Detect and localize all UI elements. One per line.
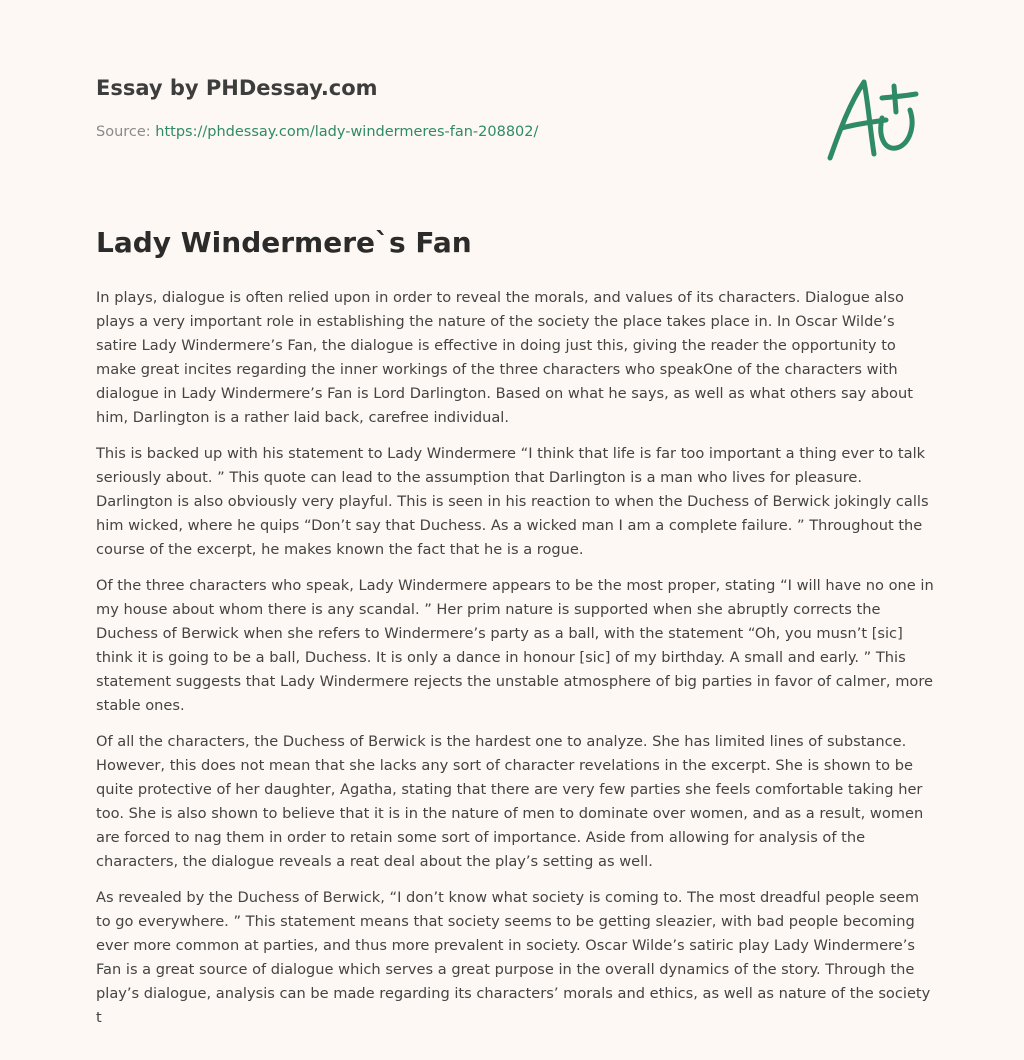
essay-paragraph-2: This is backed up with his statement to Lady Windermere “I think that life is far too important a thing ever to talk seriously about. ” This quote can lead to the assumption that Darlington is a man who lives for pleasure. Darlington is also obviously very playful. This is seen in his reaction to when the Duchess of Berwick jokingly calls him wicked, where he quips “Don’t say that Duchess. As a wicked man I am a complete failure. ” Throughout the course of the excerpt, he makes known the fact that he is a rogue. bbox=[96, 445, 929, 558]
essay-paragraph-4: Of all the characters, the Duchess of Berwick is the hardest one to analyze. She has limited lines of substance. However, this does not mean that she lacks any sort of character revelations in the excerpt. She is shown to be quite protective of her daughter, Agatha, stating that there are very few parties she feels comfortable taking her too. She is also shown to believe that it is in the nature of men to dominate over women, and as a result, women are forced to nag them in order to retain some sort of importance. Aside from allowing for analysis of the characters, the dialogue reveals a reat deal about the play’s setting as well. bbox=[96, 733, 924, 870]
source-line bbox=[96, 124, 538, 140]
essay-title: Lady Windermere`s Fan bbox=[96, 226, 472, 259]
essay-body bbox=[96, 286, 934, 1042]
essay-paragraph-3: Of the three characters who speak, Lady Windermere appears to be the most proper, stating “I will have no one in my house about whom there is any scandal. ” Her prim nature is supported when she abruptly corrects the Duchess of Berwick when she refers to Windermere’s party as a ball, with the statement “Oh, you musn’t [sic] think it is going to be a ball, Duchess. It is only a dance in honour [sic] of my birthday. A small and early. ” This statement suggests that Lady Windermere rejects the unstable atmosphere of big parties in favor of calmer, more stable ones. bbox=[96, 577, 934, 714]
a-plus-grade-icon bbox=[820, 66, 930, 166]
source-label: Source: bbox=[96, 124, 156, 140]
essay-paragraph-1: In plays, dialogue is often relied upon in order to reveal the morals, and values of its characters. Dialogue also plays a very important role in establishing the nature of the society the place takes place in. In Oscar Wilde’s satire Lady Windermere’s Fan, the dialogue is effective in doing just this, giving the reader the opportunity to make great incites regarding the inner workings of the three characters who speakOne of the characters with dialogue in Lady Windermere’s Fan is Lord Darlington. Based on what he says, as well as what others say about him, Darlington is a rather laid back, carefree individual. bbox=[96, 289, 913, 426]
site-brand: Essay by PHDessay.com bbox=[96, 76, 378, 100]
source-link[interactable]: https://phdessay.com/lady-windermeres-fan-208802/ bbox=[155, 124, 539, 140]
essay-paragraph-5: As revealed by the Duchess of Berwick, “I don’t know what society is coming to. The most dreadful people seem to go everywhere. ” This statement means that society seems to be getting sleazier, with bad people becoming ever more common at parties, and thus more prevalent in society. Oscar Wilde’s satiric play Lady Windermere’s Fan is a great source of dialogue which serves a great purpose in the overall dynamics of the story. Through the play’s dialogue, analysis can be made regarding its characters’ morals and ethics, as well as nature of the society t bbox=[96, 889, 931, 1026]
